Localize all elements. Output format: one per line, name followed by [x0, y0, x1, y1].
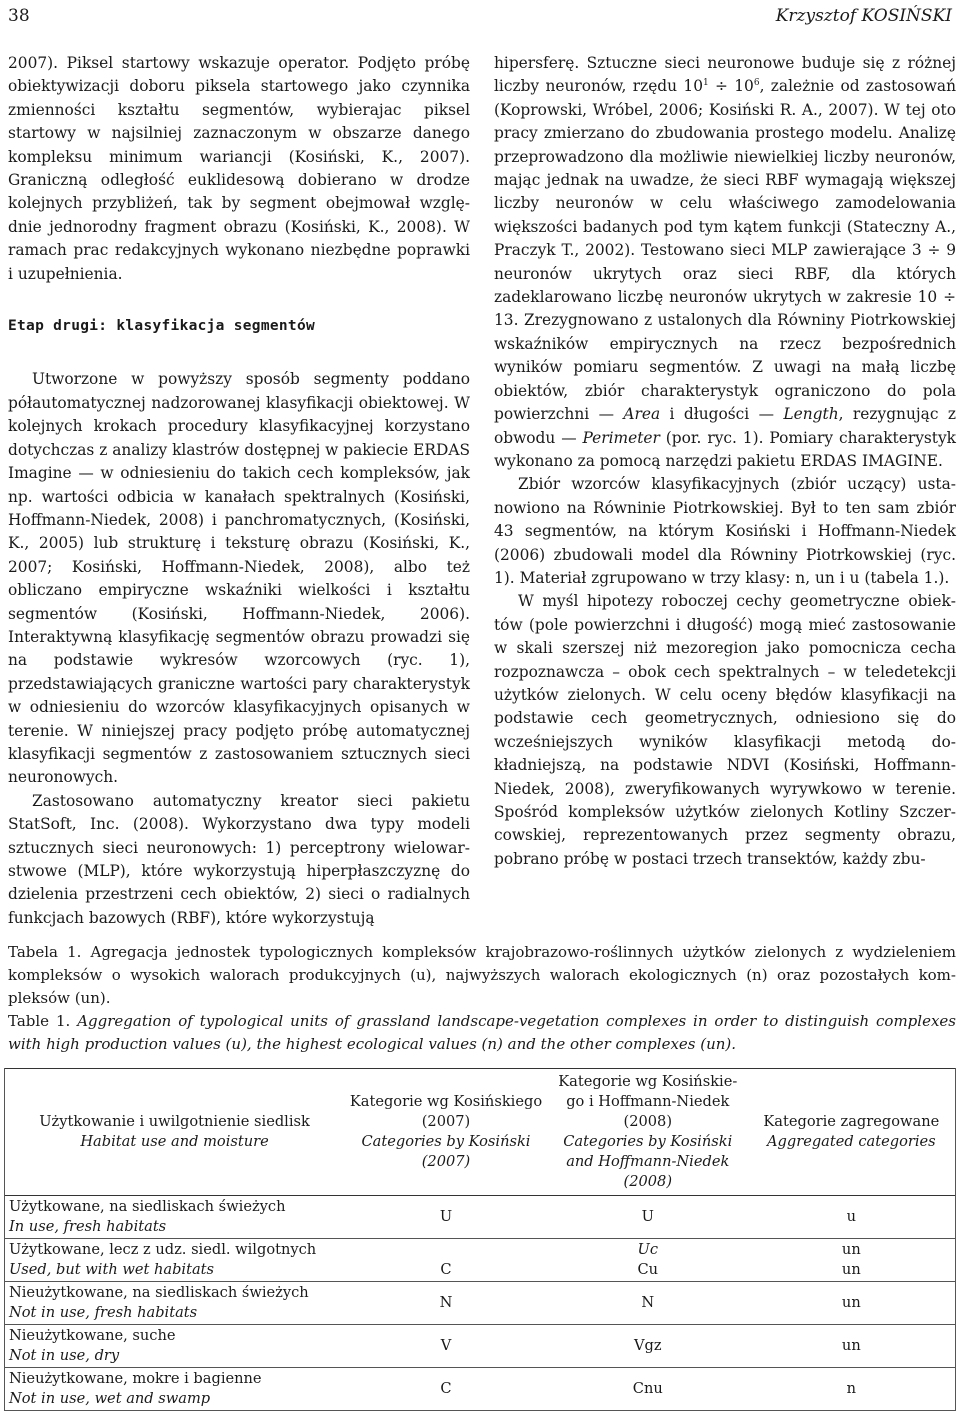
cell: U [641, 1208, 654, 1225]
cell: Uc Cu [637, 1241, 659, 1278]
cell: un un [748, 1239, 956, 1282]
table-caption [8, 941, 956, 1056]
paragraph: Zbiór wzorców klasyfikacyjnych (zbiór uczący) ustanowiono na Równinie Piotrkowskiej. Był to ten sam zbiór 43 segmentów, na którym Kosiński i Hoffmann-Niedek (2006) zbudowali model dla Równiny Piotrkowskiej (ryc. 1). Materiał zgrupowano w trzy klasy: n, un i u (tabela 1.). [494, 475, 956, 587]
table-row [5, 1368, 956, 1411]
cell: U [439, 1208, 453, 1225]
header-habitat: Użytkowanie i uwilgotnienie siedlisk Habitat use and moisture [5, 1069, 345, 1196]
left-column [8, 52, 470, 930]
cell: Vgz [633, 1337, 662, 1354]
table-row [5, 1239, 956, 1282]
cell: Cnu [632, 1380, 663, 1397]
header-categories-2008: Kategorie wg Kosińskiego i Hoffmann-Niedek (2008) Categories by Kosiński and Hoffmann-Niedek (2008) [558, 1073, 738, 1190]
page-number: 38 [8, 6, 30, 26]
cell: C [440, 1261, 452, 1278]
header-categories-2007: Kategorie wg Kosińskiego (2007) Categories by Kosiński (2007) [349, 1093, 543, 1170]
table-row [5, 1282, 956, 1325]
paragraph: W myśl hipotezy roboczej cechy geometryczne obiektów (pole powierzchni i długość) mogą mieć zastosowanie w skali szerszej niż mezoregion jako pomocnicza cecha rozpoznawcza – obok cech spektralnych – w teledetekcji użytków zielonych. W celu oceny błędów klasyfikacji na podstawie cech geometrycznych, odniesiono się do wcześniejszych wyników klasyfikacji metodą dokładniejszą, na podstawie NDVI (Kosiński, Hoffmann-Niedek, 2008), zweryfikowanych wyrywkowo w terenie. Spośród kompleksów użytków zielonych Kotliny Szczercowskiej, reprezentowanych przez segmenty obrazu, pobrano próbę w postaci trzech transektów, każdy zbu- [494, 592, 956, 868]
caption-english: Table 1. Aggregation of typological units of grassland landscape-vegetation complexes in order to distinguish complexes with high production values (u), the highest ecological values (n) and the other complexes (un). [8, 1012, 956, 1053]
row-label: Nieużytkowane, na siedliskach świeżych Not in use, fresh habitats [5, 1282, 345, 1325]
cell: u [748, 1196, 956, 1239]
cell: C [440, 1380, 452, 1397]
paragraph: 2007). Piksel startowy wskazuje operator. Podjęto próbę obiektywizacji doboru piksela startowego jako czynnika zmienności kształtu segmentów, wybierajac piksel startowy w najsilniej zaznaczonym w obszarze danego kompleksu minimum wariancji (Kosiński, K., 2007). Graniczną odległość euklidesową dobierano w drodze kolejnych przybliżeń, tak by segment obejmował względnie jednorodny fragment obrazu (Kosiński, K., 2008). W ramach prac redakcyjnych wykonano niezbędne poprawki i uzupełnienia. [8, 54, 470, 283]
row-label: Użytkowane, na siedliskach świeżych In use, fresh habitats [5, 1196, 345, 1239]
cell: N [439, 1294, 453, 1311]
caption-polish: Tabela 1. Agregacja jednostek typologicznych kompleksów krajobrazowo-roślinnych użytków zielonych z wydzieleniem kompleksów o wysokich walorach produkcyjnych (u), najwyższych walorach ekologicznych (n) oraz pozostałych kompleksów (un). [8, 943, 956, 1007]
row-label: Nieużytkowane, mokre i bagienne Not in use, wet and swamp [5, 1368, 345, 1411]
cell: V [440, 1337, 452, 1354]
running-author: Krzysztof KOSIŃSKI [775, 6, 952, 26]
cell: N [641, 1294, 655, 1311]
section-heading: Etap drugi: klasyfikacja segmentów [8, 318, 316, 335]
table-row [5, 1196, 956, 1239]
right-column [494, 52, 956, 871]
cell: n [748, 1368, 956, 1411]
data-table [4, 1068, 956, 1411]
paragraph: Zastosowano automatyczny kreator sieci pakietu StatSoft, Inc. (2008). Wykorzystano dwa typy modeli sztucznych sieci neuronowych: 1) perceptrony wielowarstwowe (MLP), które wykorzystują hiperpłaszczyznę do dzielenia przestrzeni cech obiektów, 2) sieci o radialnych funkcjach bazowych (RBF), które wykorzystują [8, 791, 470, 927]
cell: un [748, 1282, 956, 1325]
row-label: Nieużytkowane, suche Not in use, dry [5, 1325, 345, 1368]
paragraph: hipersferę. Sztuczne sieci neuronowe buduje się z różnej liczby neuronów, rzędu $10^1 \div 10^6$, zależnie od zastosowań (Koprowski, Wróbel, 2006; Kosiński R. A., 2007). W tej oto pracy zmierzano do zbudowania prostego modelu. Analizę przeprowadzono dla możliwie niewielkiej liczby neuronów, mając jednak na uwadze, że sieci RBF wymagają większej liczby neuronów w celu właściwego zamodelowania większości badanych pod tym kątem funkcji (Stateczny A., Praczyk T., 2002). Testowano sieci MLP zawierające 3 ÷ 9 neuronów ukrytych oraz sieci RBF, dla których zadeklarowano liczbę neuronów ukrytych w zakresie 10 ÷ 13. Zrezygnowano z ustalonych dla Równiny Piotrkowskiej wskaźników empirycznych na rzecz bezpośrednich wyników pomiaru segmentów. Z uwagi na małą liczbę obiektów, zbiór charakterystyk ograniczono do pola powierzchni — Area i długości — Length, rezygnując z obwodu — Perimeter (por. ryc. 1). Pomiary charakterystyk wykonano za pomocą narzędzi pakietu ERDAS IMAGINE. [494, 54, 956, 470]
table-header-row [5, 1069, 956, 1196]
table-row [5, 1325, 956, 1368]
cell: un [748, 1325, 956, 1368]
header-aggregated: Kategorie zagregowane Aggregated categories [748, 1069, 956, 1196]
row-label: Użytkowane, lecz z udz. siedl. wilgotnych Used, but with wet habitats [5, 1239, 345, 1282]
paragraph: Utworzone w powyższy sposób segmenty poddano półautomatycznej nadzorowanej klasyfikacji obiektowej. W kolejnych krokach procedury klasyfikacyjnej korzystano dotychczas z analizy klastrów dostępnej w pakiecie ERDAS Imagine — w odniesieniu do takich cech kompleksów, jak np. wartości odbicia w kanałach spektralnych (Kosiński, Hoffmann-Niedek, 2008) i panchromatycznych, (Kosiński, K., 2005) lub strukturę i teksturę obrazu (Kosiński, K., 2007; Kosiński, Hoffmann-Niedek, 2008), albo też obliczano empiryczne wskaźniki wielkości i kształtu segmentów (Kosiński, Hoffmann-Niedek, 2006). Interaktywną klasyfikację segmentów obrazu prowadzi się na podstawie wykresów wzorcowych (ryc. 1), przedstawiających graniczne wartości pary charakterystyk w odniesieniu do wzorców klasyfikacyjnych opisanych w terenie. W niniejszej pracy podjęto próbę automatycznej klasyfikacji segmentów z zastosowaniem sztucznych sieci neuronowych. [8, 370, 470, 787]
